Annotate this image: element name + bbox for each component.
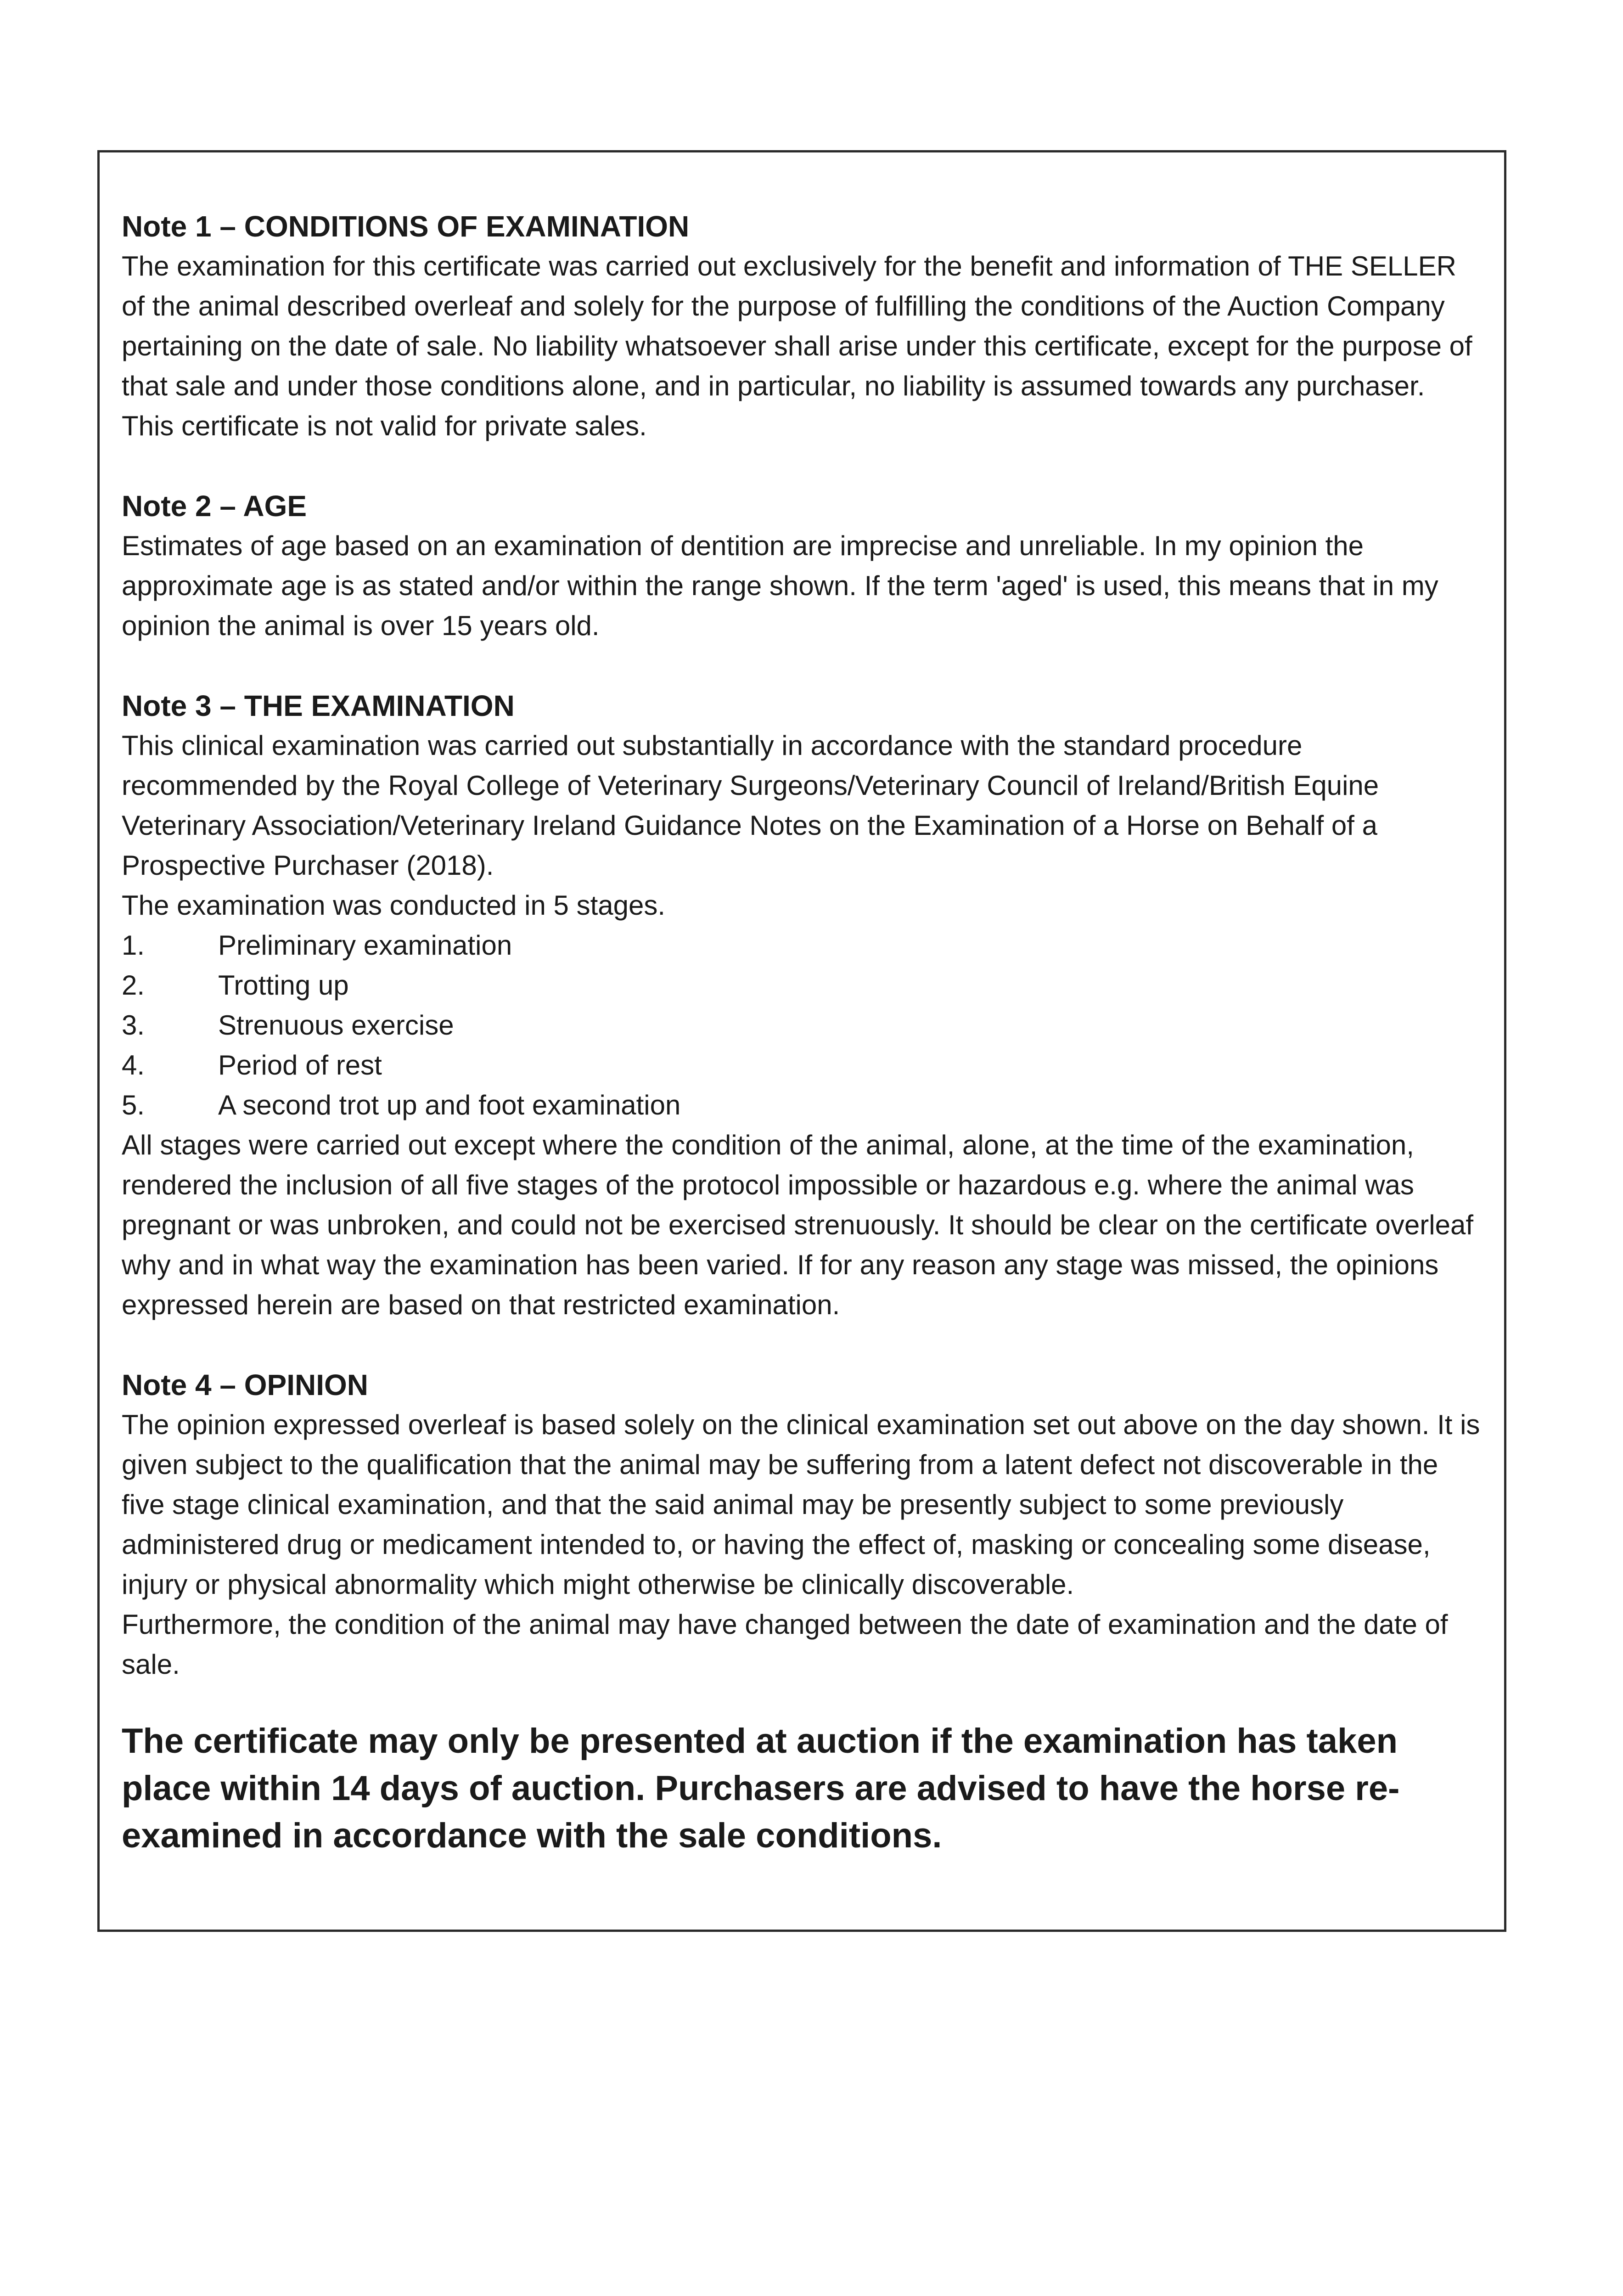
final-notice: The certificate may only be presented at auction if the examination has taken place within 14 days of auction. Purchasers are advised to have the horse re-examined in accordance with the sale conditions.: [122, 1722, 1400, 1855]
stage-text: A second trot up and foot examination: [218, 1090, 681, 1120]
note3-closing: All stages were carried out except where the condition of the animal, alone, at the time of the examination, rendered the inclusion of all five stages of the protocol impossible or hazardous e.g. where the animal was pregnant or was unbroken, and could not be exercised strenuously. It should be clear on the certificate overleaf why and in what way the examination has been varied. If for any reason any stage was missed, the opinions expressed herein are based on that restricted examination.: [122, 1130, 1473, 1320]
stage-number: 1.: [122, 930, 145, 961]
note3-body: This clinical examination was carried out substantially in accordance with the standard procedure recommended by the Royal College of Veterinary Surgeons/Veterinary Council of Ireland/British Equine Veterinary Association/Veterinary Ireland Guidance Notes on the Examination of a Horse on Behalf of a Prospective Purchaser (2018).: [122, 730, 1379, 881]
note1-section: [122, 207, 1480, 446]
stage-item: [122, 965, 1480, 1005]
note4-body: The opinion expressed overleaf is based solely on the clinical examination set out above on the day shown. It is given subject to the qualification that the animal may be suffering from a latent defect not discoverable in the five stage clinical examination, and that the said animal may be presently subject to some previously administered drug or medicament intended to, or having the effect of, masking or concealing some disease, injury or physical abnormality which might otherwise be clinically discoverable.: [122, 1409, 1480, 1600]
stage-text: Preliminary examination: [218, 930, 512, 961]
stages-list: [122, 925, 1480, 1125]
note2-body: Estimates of age based on an examination of dentition are imprecise and unreliable. In my opinion the approximate age is as stated and/or within the range shown. If the term 'aged' is used, this means that in my opinion the animal is over 15 years old.: [122, 530, 1438, 641]
stage-text: Strenuous exercise: [218, 1010, 454, 1041]
stage-number: 2.: [122, 970, 145, 1001]
stage-text: Trotting up: [218, 970, 349, 1001]
stage-item: [122, 1045, 1480, 1085]
note3-stages-intro: The examination was conducted in 5 stages.: [122, 890, 666, 921]
note2-heading: Note 2 – AGE: [122, 490, 307, 523]
notes-frame: [97, 150, 1506, 1932]
note4-body-2: Furthermore, the condition of the animal may have changed between the date of examination and the date of sale.: [122, 1609, 1448, 1680]
stage-number: 5.: [122, 1090, 145, 1120]
note1-body: The examination for this certificate was carried out exclusively for the benefit and information of THE SELLER of the animal described overleaf and solely for the purpose of fulfilling the conditions of the Auction Company pertaining on the date of sale. No liability whatsoever shall arise under this certificate, except for the purpose of that sale and under those conditions alone, and in particular, no liability is assumed towards any purchaser. This certificate is not valid for private sales.: [122, 251, 1472, 441]
stage-number: 4.: [122, 1050, 145, 1080]
note4-section: [122, 1365, 1480, 1684]
note1-heading: Note 1 – CONDITIONS OF EXAMINATION: [122, 210, 690, 243]
stage-item: [122, 1005, 1480, 1045]
stage-item: [122, 1085, 1480, 1125]
note3-heading: Note 3 – THE EXAMINATION: [122, 689, 515, 722]
note3-section: [122, 686, 1480, 1325]
note4-heading: Note 4 – OPINION: [122, 1368, 368, 1401]
stage-number: 3.: [122, 1010, 145, 1041]
stage-item: [122, 925, 1480, 965]
note2-section: [122, 486, 1480, 646]
stage-text: Period of rest: [218, 1050, 382, 1080]
